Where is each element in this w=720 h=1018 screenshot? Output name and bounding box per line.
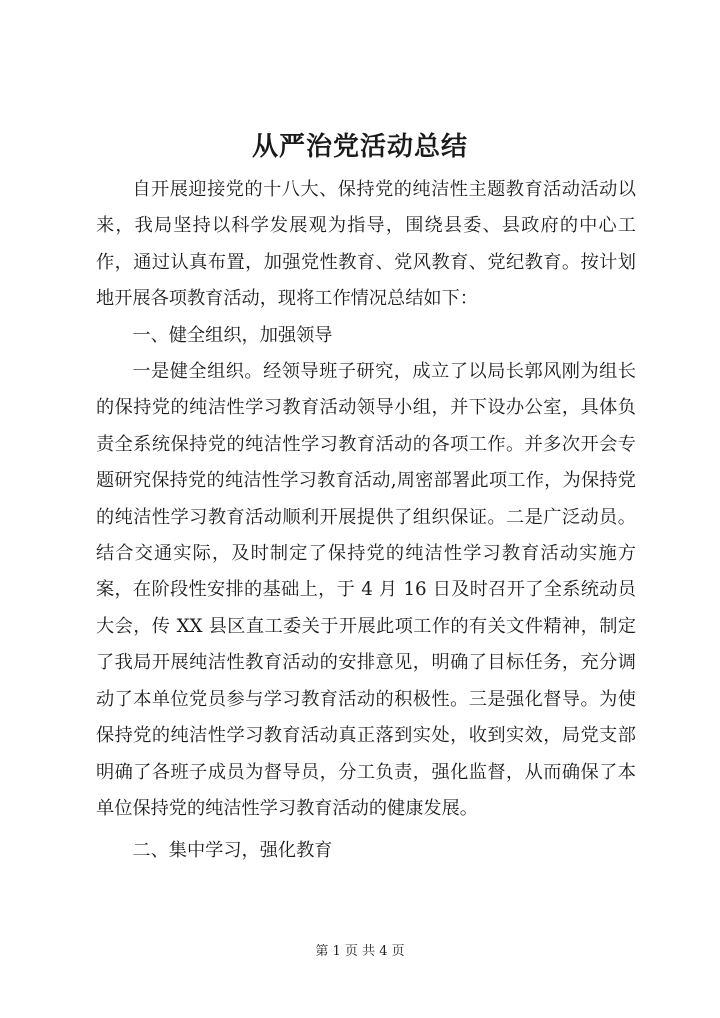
document-title: 从严治党活动总结 bbox=[251, 132, 468, 162]
intro-paragraph: 自开展迎接党的十八大、保持党的纯洁性主题教育活动活动以来，我局坚持以科学发展观为指导，围绕县委、县政府的中心工作，通过认真布置，加强党性教育、党风教育、党纪教育。按计划地开展各项教育活动，现将工作情况总结如下： bbox=[96, 179, 636, 310]
document-body bbox=[96, 172, 636, 870]
page-footer: 第 1 页 共 4 页 bbox=[315, 944, 405, 959]
section-heading-2: 二、集中学习，强化教育 bbox=[132, 840, 333, 862]
section-heading-1: 一、健全组织，加强领导 bbox=[132, 324, 333, 346]
section-1-paragraph: 一是健全组织。经领导班子研究，成立了以局长郭风刚为组长的保持党的纯洁性学习教育活动领导小组，并下设办公室，具体负责全系统保持党的纯洁性学习教育活动的各项工作。并多次开会专题研究保持党的纯洁性学习教育活动,周密部署此项工作，为保持党的纯洁性学习教育活动顺利开展提供了组织保证。二是广泛动员。结合交通实际，及时制定了保持党的纯洁性学习教育活动实施方案，在阶段性安排的基础上，于 4 月 16 日及时召开了全系统动员大会，传 XX 县区直工委关于开展此项工作的有关文件精神，制定了我局开展纯洁性教育活动的安排意见，明确了目标任务，充分调动了本单位党员参与学习教育活动的积极性。三是强化督导。为使保持党的纯洁性学习教育活动真正落到实处，收到实效，局党支部明确了各班子成员为督导员，分工负责，强化监督，从而确保了本单位保持党的纯洁性学习教育活动的健康发展。 bbox=[96, 361, 636, 819]
